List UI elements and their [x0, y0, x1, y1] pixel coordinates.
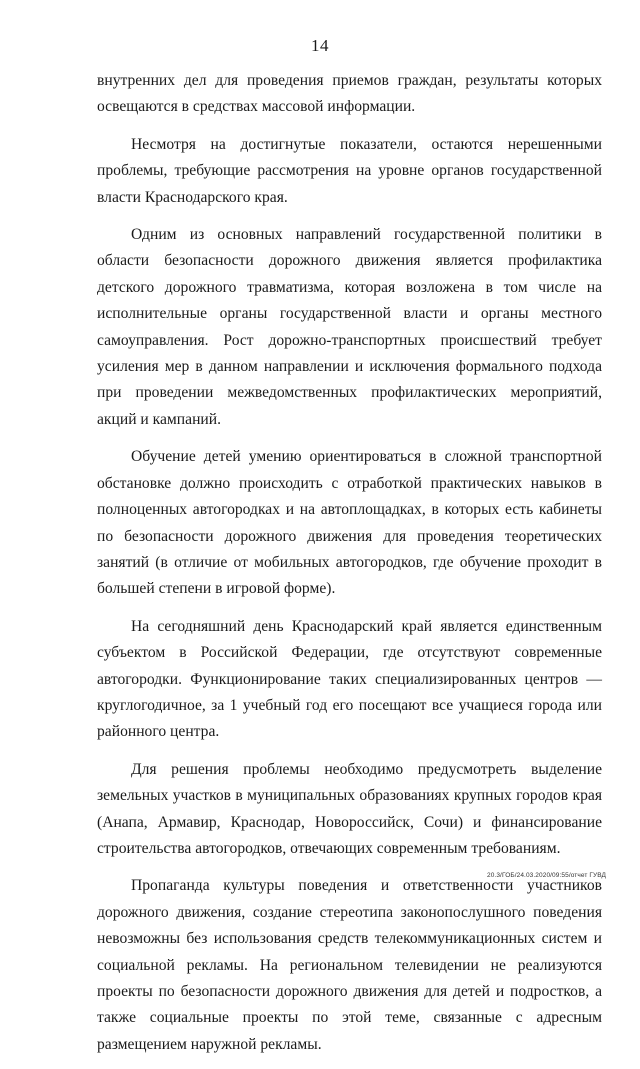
paragraph-7: Пропаганда культуры поведения и ответственности участников дорожного движения, создание стереотипа законопослушного поведения невозможны без использования средств телекоммуникационных систем и социальной рекламы. На региональном телевидении не реализуются проекты по безопасности дорожного движения для детей и подростков, а также социальные проекты по этой теме, связанные с адресным размещением наружной рекламы. — [97, 877, 602, 1053]
paragraph-5: На сегодняшний день Краснодарский край является единственным субъектом в Российской Федерации, где отсутствуют современные автогородки. Функционирование таких специализированных центров — круглогодичное, за 1 учебный год его посещают все учащиеся города или районного центра. — [97, 617, 602, 741]
paragraph-1: внутренних дел для проведения приемов граждан, результаты которых освещаются в средствах массовой информации. — [97, 72, 602, 116]
footer-stamp: 20.3/ГОБ/24.03.2020/09:55/отчет ГУВД — [486, 872, 606, 879]
document-body — [97, 68, 602, 1069]
paragraph-3: Одним из основных направлений государственной политики в области безопасности дорожного движения является профилактика детского дорожного травматизма, которая возложена в том числе на исполнительные органы государственной власти и органы местного самоуправления. Рост дорожно-транспортных происшествий требует усиления мер в данном направлении и исключения формального подхода при проведении межведомственных профилактических мероприятий, акций и кампаний. — [97, 226, 602, 428]
page-number: 14 — [311, 36, 329, 55]
paragraph-6: Для решения проблемы необходимо предусмотреть выделение земельных участков в муниципальных образованиях крупных городов края (Анапа, Армавир, Краснодар, Новороссийск, Сочи) и финансирование строительства автогородков, отвечающих современным требованиям. — [97, 760, 602, 857]
paragraph-4: Обучение детей умению ориентироваться в сложной транспортной обстановке должно происходить с отработкой практических навыков в полноценных автогородках и на автоплощадках, в которых есть кабинеты по безопасности дорожного движения для проведения теоретических занятий (в отличие от мобильных автогородков, где обучение проходит в большей степени в игровой форме). — [97, 448, 602, 598]
paragraph-2: Несмотря на достигнутые показатели, остаются нерешенными проблемы, требующие рассмотрения на уровне органов государственной власти Краснодарского края. — [97, 135, 602, 206]
